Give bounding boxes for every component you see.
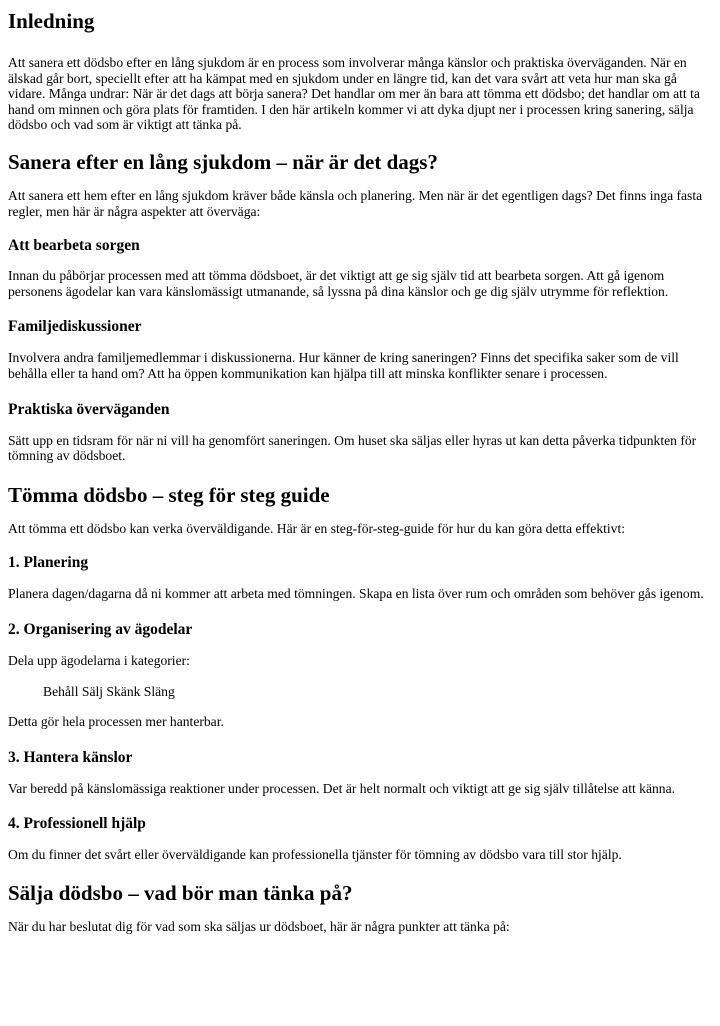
heading-tomma: Tömma dödsbo – steg för steg guide (8, 482, 330, 507)
subheading-planering: 1. Planering (8, 554, 89, 572)
paragraph-hantera-kanslor: Var beredd på känslomässiga reaktioner under processen. Det är helt normalt och viktigt att ge sig själv tillåtelse att känna. (8, 780, 676, 796)
paragraph-salja: När du har beslutat dig för vad som ska säljas ur dödsboet, här är några punkter att tänka på: (8, 918, 510, 934)
subheading-organisering: 2. Organisering av ägodelar (8, 620, 193, 638)
paragraph-organisering-after: Detta gör hela processen mer hanterbar. (8, 714, 224, 730)
paragraph-praktiska: Sätt upp en tidsram för när ni vill ha genomfört saneringen. Om huset ska säljas eller hyras ut kan detta påverka tidpunkten för tömning av dödsboet. (8, 432, 697, 464)
categories-list: Behåll Sälj Skänk Släng (43, 683, 175, 699)
paragraph-tomma-intro: Att tömma ett dödsbo kan verka överväldigande. Här är en steg-för-steg-guide för hur du kan göra detta effektivt: (8, 520, 626, 536)
article (0, 9, 720, 934)
heading-salja: Sälja dödsbo – vad bör man tänka på? (8, 880, 353, 905)
heading-inledning: Inledning (8, 9, 95, 33)
paragraph-inledning: Att sanera ett dödsbo efter en lång sjukdom är en process som involverar många känslor och praktiska överväganden. När en älskad går bort, speciellt efter att ha kämpat med en sjukdom under en längre tid, kan det vara svårt att veta hur man ska gå vidare. Många undrar: När är det dags att börja sanera? Det handlar om mer än bara att tömma ett dödsbo; det handlar om att ta hand om minnen och göra plats för framtiden. I den här artikeln kommer vi att dyka djupt ner i processen kring sanering, sälja dödsbo och vad som är viktigt att tänka på. (8, 55, 700, 133)
subheading-professionell-hjalp: 4. Professionell hjälp (8, 815, 146, 833)
subheading-hantera-kanslor: 3. Hantera känslor (8, 748, 133, 766)
paragraph-familjediskussioner: Involvera andra familjemedlemmar i diskussionerna. Hur känner de kring saneringen? Finns det specifika saker som de vill behålla eller ta hand om? Att ha öppen kommunikation kan hjälpa till att minska konflikter senare i processen. (8, 350, 679, 381)
paragraph-sanera-intro: Att sanera ett hem efter en lång sjukdom kräver både känsla och planering. Men när är det egentligen dags? Det finns inga fasta regler, men här är några aspekter att överväga: (8, 187, 703, 219)
heading-sanera: Sanera efter en lång sjukdom – när är det dags? (8, 149, 438, 174)
paragraph-professionell-hjalp: Om du finner det svårt eller överväldigande kan professionella tjänster för tömning av dödsbo vara till stor hjälp. (8, 847, 622, 863)
subheading-bearbeta-sorgen: Att bearbeta sorgen (8, 237, 140, 255)
subheading-familjediskussioner: Familjediskussioner (8, 318, 142, 336)
subheading-praktiska: Praktiska överväganden (8, 400, 170, 418)
paragraph-organisering: Dela upp ägodelarna i kategorier: (8, 652, 190, 668)
paragraph-planering: Planera dagen/dagarna då ni kommer att arbeta med tömningen. Skapa en lista över rum och områden som behöver gås igenom. (8, 586, 704, 602)
paragraph-bearbeta-sorgen: Innan du påbörjar processen med att tömma dödsboet, är det viktigt att ge sig själv tid att bearbeta sorgen. Att gå igenom personens ägodelar kan vara känslomässigt utmanande, så lyssna på dina känslor och ge dig själv utrymme för reflektion. (8, 268, 669, 299)
